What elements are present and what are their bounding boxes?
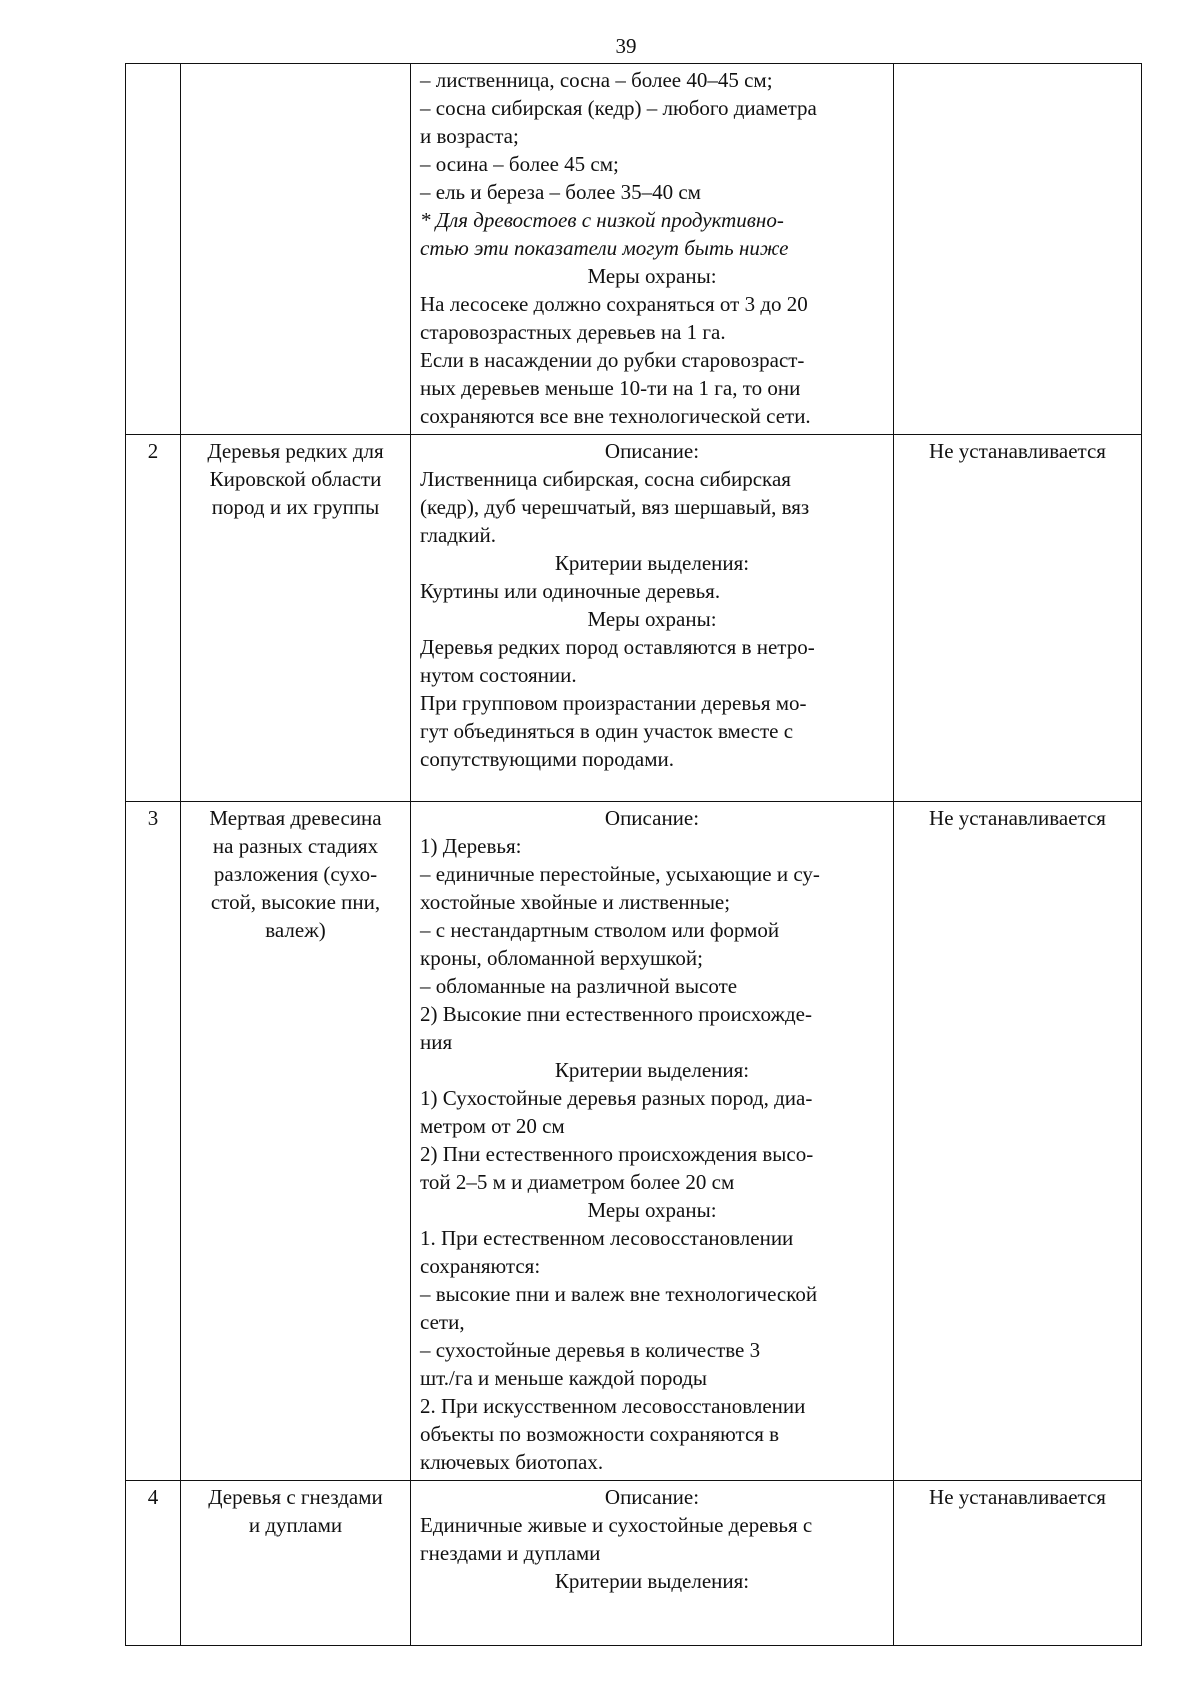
object-name-line: Деревья редких для bbox=[207, 439, 384, 463]
description-line: Куртины или одиночные деревья. bbox=[420, 579, 721, 603]
description-line: гладкий. bbox=[420, 523, 496, 547]
description-cell bbox=[411, 1481, 894, 1646]
description-line: ных деревьев меньше 10-ти на 1 га, то они bbox=[420, 376, 801, 400]
status-cell: Не устанавливается bbox=[894, 1481, 1142, 1646]
description-line: 1) Сухостойные деревья разных пород, диа- bbox=[420, 1086, 813, 1110]
document-table bbox=[125, 63, 1142, 1646]
description-line: и возраста; bbox=[420, 124, 519, 148]
object-name-line: разложения (сухо- bbox=[213, 862, 378, 886]
object-name-line: Деревья с гнездами bbox=[208, 1485, 383, 1509]
description-line: 2. При искусственном лесовосстановлении bbox=[420, 1394, 806, 1418]
description-cell bbox=[411, 64, 894, 435]
description-line: той 2–5 м и диаметром более 20 см bbox=[420, 1170, 735, 1194]
description-line: гнездами и дуплами bbox=[420, 1541, 601, 1565]
section-heading: Критерии выделения: bbox=[554, 551, 750, 575]
description-line: Лиственница сибирская, сосна сибирская bbox=[420, 467, 791, 491]
section-heading: Критерии выделения: bbox=[554, 1569, 750, 1593]
description-line: ключевых биотопах. bbox=[420, 1450, 604, 1474]
row-number-cell bbox=[126, 64, 181, 435]
description-line: – сосна сибирская (кедр) – любого диаметра bbox=[420, 96, 817, 120]
row-number-cell: 4 bbox=[126, 1481, 181, 1646]
description-line: (кедр), дуб черешчатый, вяз шершавый, вяз bbox=[420, 495, 810, 519]
description-line: – с нестандартным стволом или формой bbox=[420, 918, 780, 942]
description-line: старовозрастных деревьев на 1 га. bbox=[420, 320, 726, 344]
object-name-line: на разных стадиях bbox=[212, 834, 379, 858]
section-heading: Меры охраны: bbox=[587, 1198, 717, 1222]
status-cell: Не устанавливается bbox=[894, 802, 1142, 1481]
description-line: – обломанные на различной высоте bbox=[420, 974, 738, 998]
description-line: 1) Деревья: bbox=[420, 834, 522, 858]
table-row bbox=[126, 802, 1142, 1481]
section-heading: Меры охраны: bbox=[587, 264, 717, 288]
object-name-line: валеж) bbox=[265, 918, 326, 942]
section-heading: Меры охраны: bbox=[587, 607, 717, 631]
description-line: кроны, обломанной верхушкой; bbox=[420, 946, 703, 970]
description-line: нутом состоянии. bbox=[420, 663, 577, 687]
description-line: 2) Пни естественного происхождения высо- bbox=[420, 1142, 814, 1166]
description-line: – лиственница, сосна – более 40–45 см; bbox=[420, 68, 773, 92]
section-heading: Описание: bbox=[604, 806, 700, 830]
object-name-line: Мертвая древесина bbox=[209, 806, 382, 830]
object-name-cell bbox=[181, 1481, 411, 1646]
description-line: Единичные живые и сухостойные деревья с bbox=[420, 1513, 813, 1537]
table-row bbox=[126, 1481, 1142, 1646]
object-name-cell bbox=[181, 435, 411, 802]
description-line: – высокие пни и валеж вне технологической bbox=[420, 1282, 818, 1306]
description-line: 2) Высокие пни естественного происхожде- bbox=[420, 1002, 812, 1026]
description-line: – осина – более 45 см; bbox=[420, 152, 619, 176]
object-name-line: стой, высокие пни, bbox=[210, 890, 381, 914]
section-heading: Описание: bbox=[604, 1485, 700, 1509]
table-row bbox=[126, 64, 1142, 435]
description-line: Если в насаждении до рубки старовозраст- bbox=[420, 348, 805, 372]
description-line: * Для древостоев с низкой продуктивно- bbox=[420, 208, 784, 232]
page-number: 39 bbox=[615, 34, 637, 58]
description-line: При групповом произрастании деревья мо- bbox=[420, 691, 807, 715]
status-cell: Не устанавливается bbox=[894, 435, 1142, 802]
description-line: сохраняются: bbox=[420, 1254, 541, 1278]
description-line: сохраняются все вне технологической сети. bbox=[420, 404, 811, 428]
status-cell bbox=[894, 64, 1142, 435]
section-heading: Критерии выделения: bbox=[554, 1058, 750, 1082]
section-heading: Описание: bbox=[604, 439, 700, 463]
description-line: гут объединяться в один участок вместе с bbox=[420, 719, 794, 743]
description-line: ния bbox=[420, 1030, 453, 1054]
object-name-line: и дуплами bbox=[248, 1513, 343, 1537]
object-name-line: пород и их группы bbox=[211, 495, 380, 519]
description-cell bbox=[411, 802, 894, 1481]
description-line: стью эти показатели могут быть ниже bbox=[420, 236, 789, 260]
description-line: На лесосеке должно сохраняться от 3 до 20 bbox=[420, 292, 808, 316]
table-row bbox=[126, 435, 1142, 802]
description-line: – сухостойные деревья в количестве 3 bbox=[420, 1338, 761, 1362]
object-name-cell bbox=[181, 802, 411, 1481]
description-cell bbox=[411, 435, 894, 802]
description-line: хостойные хвойные и лиственные; bbox=[420, 890, 731, 914]
description-line: – ель и береза – более 35–40 см bbox=[420, 180, 701, 204]
description-line: сети, bbox=[420, 1310, 465, 1334]
object-name-line: Кировской области bbox=[209, 467, 382, 491]
table-body bbox=[126, 64, 1142, 1646]
description-line: – единичные перестойные, усыхающие и су- bbox=[420, 862, 820, 886]
description-line: Деревья редких пород оставляются в нетро- bbox=[420, 635, 815, 659]
object-name-cell bbox=[181, 64, 411, 435]
description-line: объекты по возможности сохраняются в bbox=[420, 1422, 780, 1446]
description-line: 1. При естественном лесовосстановлении bbox=[420, 1226, 794, 1250]
row-number-cell: 2 bbox=[126, 435, 181, 802]
row-number-cell: 3 bbox=[126, 802, 181, 1481]
description-line: метром от 20 см bbox=[420, 1114, 565, 1138]
description-line: сопутствующими породами. bbox=[420, 747, 674, 771]
description-line: шт./га и меньше каждой породы bbox=[420, 1366, 708, 1390]
